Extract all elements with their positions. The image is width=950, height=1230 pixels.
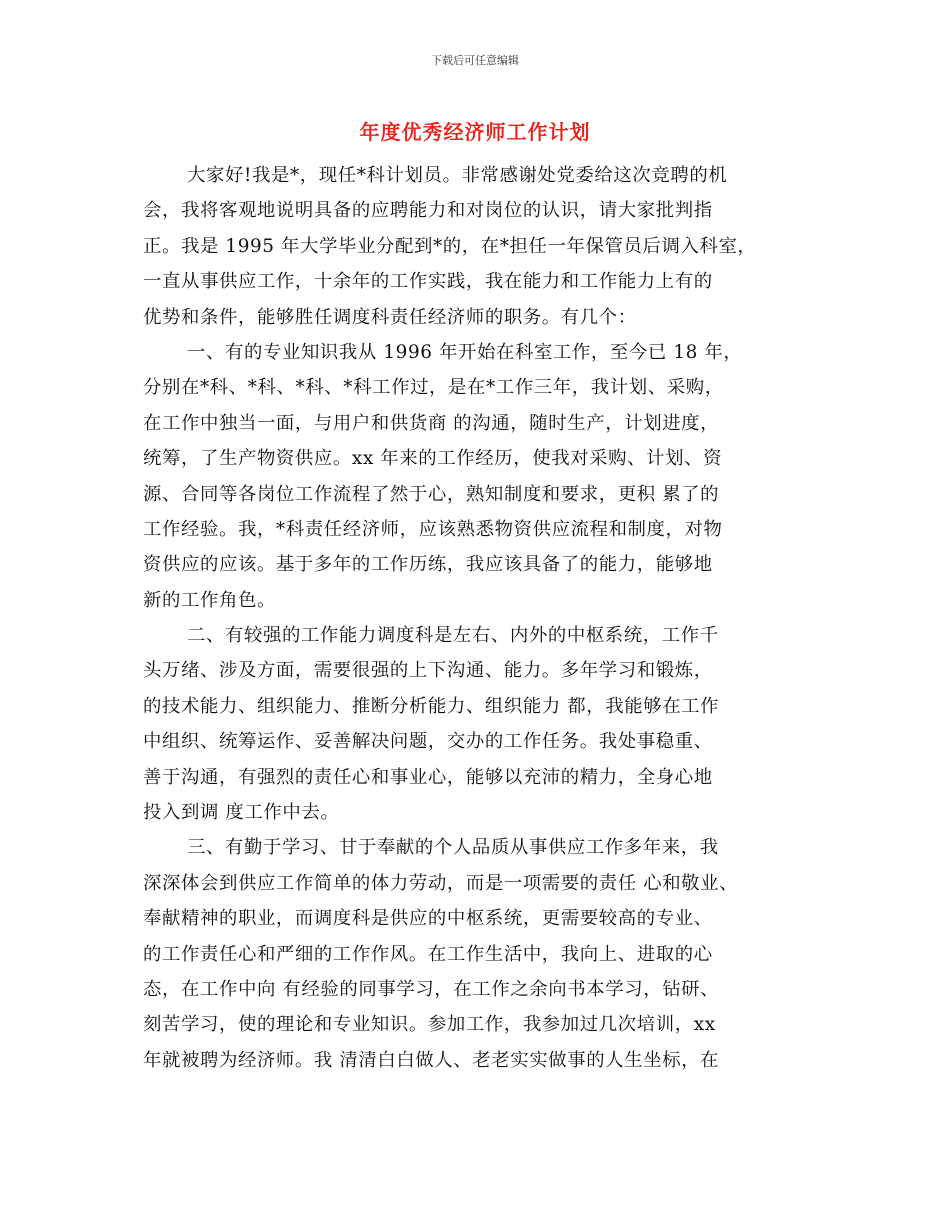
document-body bbox=[143, 158, 823, 1078]
text-line: 在工作中独当一面，与用户和供货商 的沟通，随时生产，计划进度， bbox=[143, 412, 720, 434]
text-line: 刻苦学习，使的理论和专业知识。参加工作，我参加过几次培训，xx bbox=[143, 1014, 716, 1036]
text-line: 大家好!我是*，现任*科计划员。非常感谢处党委给这次竞聘的机 bbox=[187, 165, 728, 186]
text-line: 会，我将客观地说明具备的应聘能力和对岗位的认识，请大家批判指 bbox=[143, 200, 713, 222]
text-line: 头万绪、涉及方面，需要很强的上下沟通、能力。多年学习和锻炼， bbox=[143, 660, 713, 682]
page-header: 下载后可任意编辑 bbox=[431, 54, 519, 67]
text-line: 二、有较强的工作能力调度科是左右、内外的中枢系统，工作千 bbox=[187, 625, 719, 647]
text-line: 新的工作角色。 bbox=[143, 589, 276, 611]
text-line: 工作经验。我，*科责任经济师，应该熟悉物资供应流程和制度，对物 bbox=[143, 518, 723, 540]
text-line: 态，在工作中向 有经验的同事学习，在工作之余向书本学习，钻研、 bbox=[143, 978, 720, 1000]
text-line: 统筹，了生产物资供应。xx 年来的工作经历，使我对采购、计划、资 bbox=[143, 448, 723, 470]
document-title: 年度优秀经济师工作计划 bbox=[359, 120, 591, 144]
text-line: 资供应的应该。基于多年的工作历练，我应该具备了的能力，能够地 bbox=[143, 554, 713, 576]
text-line: 奉献精神的职业，而调度科是供应的中枢系统，更需要较高的专业、 bbox=[143, 908, 713, 930]
text-line: 正。我是 1995 年大学毕业分配到*的，在*担任一年保管员后调入科室， bbox=[143, 235, 757, 257]
text-line: 深深体会到供应工作简单的体力劳动，而是一项需要的责任 心和敬业、 bbox=[143, 872, 739, 894]
text-line: 投入到调 度工作中去。 bbox=[143, 802, 340, 824]
text-line: 的技术能力、组织能力、推断分析能力、组织能力 都，我能够在工作 bbox=[143, 695, 720, 717]
text-line: 年就被聘为经济师。我 清清白白做人、老老实实做事的人生坐标，在 bbox=[143, 1049, 720, 1071]
text-line: 善于沟通，有强烈的责任心和事业心，能够以充沛的精力，全身心地 bbox=[143, 766, 713, 788]
text-line: 的工作责任心和严细的工作作风。在工作生活中，我向上、进取的心 bbox=[143, 943, 713, 965]
text-line: 源、合同等各岗位工作流程了然于心，熟知制度和要求，更积 累了的 bbox=[143, 483, 720, 505]
text-line: 一、有的专业知识我从 1996 年开始在科室工作，至今已 18 年， bbox=[187, 341, 743, 363]
text-line: 一直从事供应工作，十余年的工作实践，我在能力和工作能力上有的 bbox=[143, 271, 713, 293]
text-line: 优势和条件，能够胜任调度科责任经济师的职务。有几个： bbox=[143, 306, 637, 328]
text-line: 分别在*科、*科、*科、*科工作过，是在*工作三年，我计划、采购， bbox=[143, 377, 724, 399]
text-line: 中组织、统筹运作、妥善解决问题，交办的工作任务。我处事稳重、 bbox=[143, 731, 713, 753]
text-line: 三、有勤于学习、甘于奉献的个人品质从事供应工作多年来，我 bbox=[187, 837, 719, 859]
